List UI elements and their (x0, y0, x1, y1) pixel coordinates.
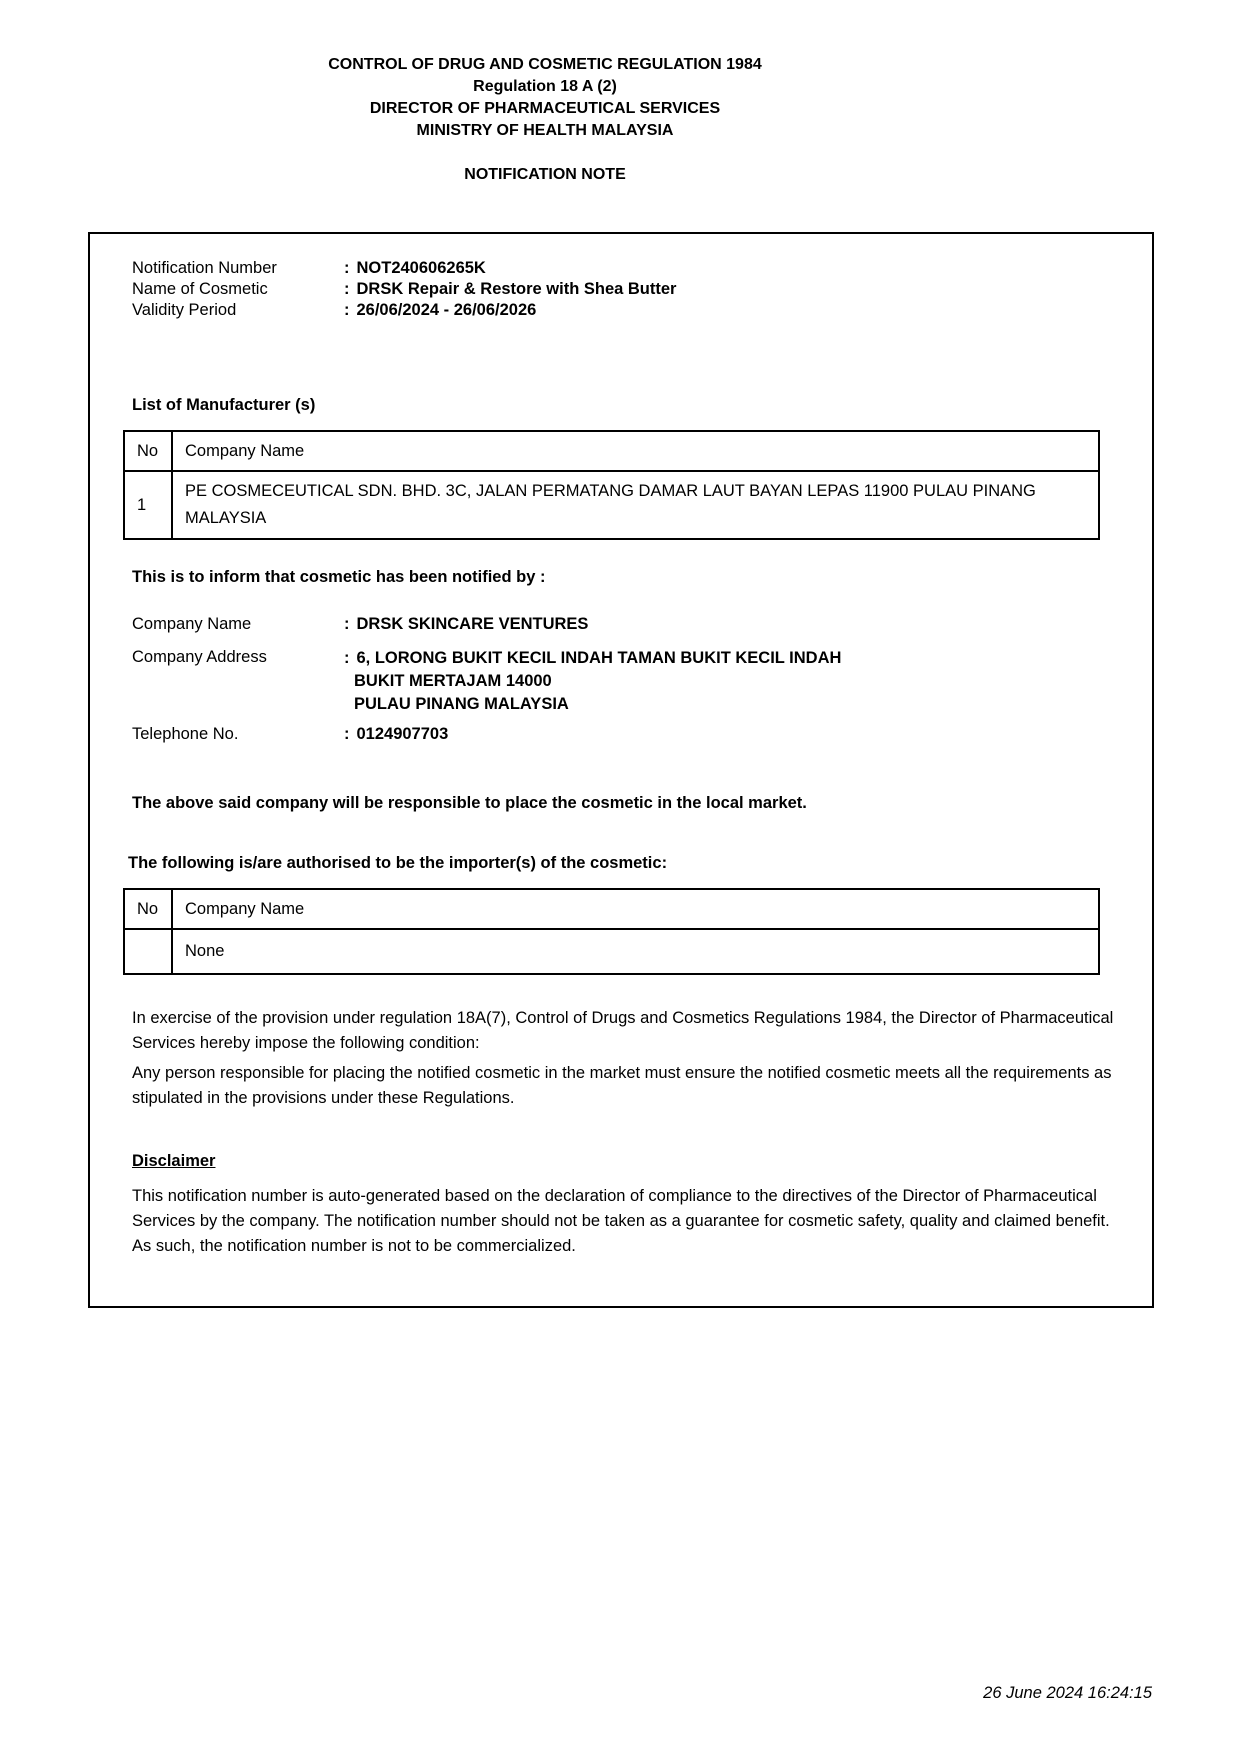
manufacturer-no: 1 (124, 471, 172, 539)
condition-paragraph-1: In exercise of the provision under regulation 18A(7), Control of Drugs and Cosmetics Regulations 1984, the Director of Pharmaceutical Services hereby impose the following condition: (132, 1009, 1114, 1052)
notification-fields (132, 258, 676, 321)
company-address-line-1 (344, 647, 841, 670)
colon: : (344, 615, 350, 633)
cosmetic-name-row (132, 279, 676, 300)
disclaimer-heading: Disclaimer (132, 1152, 216, 1170)
telephone-row (132, 724, 841, 745)
importer-heading: The following is/are authorised to be the importer(s) of the cosmetic: (128, 854, 668, 872)
manufacturers-heading: List of Manufacturer (s) (132, 396, 316, 414)
importers-col-company: Company Name (172, 889, 1099, 929)
letterhead-line-3: DIRECTOR OF PHARMACEUTICAL SERVICES (369, 100, 721, 117)
manufacturer-company: PE COSMECEUTICAL SDN. BHD. 3C, JALAN PERMATANG DAMAR LAUT BAYAN LEPAS 11900 PULAU PINANG MALAYSIA (172, 471, 1099, 539)
company-address-line-3: PULAU PINANG MALAYSIA (354, 695, 569, 713)
manufacturers-col-company: Company Name (172, 431, 1099, 471)
colon: : (344, 725, 350, 743)
table-row (124, 929, 1099, 974)
letterhead-line-4: MINISTRY OF HEALTH MALAYSIA (416, 122, 674, 139)
cosmetic-name-value (344, 279, 676, 300)
notified-by-heading: This is to inform that cosmetic has been notified by : (132, 568, 546, 586)
document-title: NOTIFICATION NOTE (464, 166, 626, 183)
colon: : (344, 280, 350, 298)
validity-period-row (132, 300, 676, 321)
company-address-row (132, 647, 841, 716)
company-name-value (344, 614, 588, 635)
company-address-text-1: 6, LORONG BUKIT KECIL INDAH TAMAN BUKIT KECIL INDAH (356, 649, 842, 667)
notification-number-row (132, 258, 676, 279)
cosmetic-name-text: DRSK Repair & Restore with Shea Butter (356, 280, 677, 298)
importers-table (123, 888, 1100, 975)
validity-period-text: 26/06/2024 - 26/06/2026 (356, 301, 537, 319)
company-name-text: DRSK SKINCARE VENTURES (356, 615, 589, 633)
responsibility-statement: The above said company will be responsible to place the cosmetic in the local market. (132, 794, 807, 812)
letterhead-line-2: Regulation 18 A (2) (473, 78, 617, 95)
manufacturers-table (123, 430, 1100, 540)
manufacturers-header-row (124, 431, 1099, 471)
disclaimer-text: This notification number is auto-generated based on the declaration of compliance to the directives of the Director of Pharmaceutical Services by the company. The notification number should not be taken as a guarantee for cosmetic safety, quality and claimed benefit. As such, the notification number is not to be commercialized. (132, 1187, 1110, 1255)
telephone-label: Telephone No. (132, 725, 239, 743)
notification-number-text: NOT240606265K (356, 259, 486, 277)
company-fields (132, 614, 841, 745)
letterhead (0, 54, 1090, 142)
validity-period-label: Validity Period (132, 301, 237, 319)
company-name-row (132, 614, 841, 635)
importers-header-row (124, 889, 1099, 929)
importer-company: None (172, 929, 1099, 974)
importer-no (124, 929, 172, 974)
generated-timestamp: 26 June 2024 16:24:15 (983, 1684, 1152, 1702)
colon: : (344, 259, 350, 277)
company-address-label: Company Address (132, 648, 267, 666)
cosmetic-name-label: Name of Cosmetic (132, 280, 268, 298)
colon: : (344, 301, 350, 319)
company-address-line-2: BUKIT MERTAJAM 14000 (354, 672, 552, 690)
notification-number-value (344, 258, 486, 279)
table-row (124, 471, 1099, 539)
manufacturers-col-no: No (124, 431, 172, 471)
importers-col-no: No (124, 889, 172, 929)
colon: : (344, 649, 350, 667)
telephone-text: 0124907703 (356, 725, 449, 743)
company-address-value (344, 647, 841, 716)
validity-period-value (344, 300, 536, 321)
notification-box (88, 232, 1154, 1308)
condition-paragraph-2: Any person responsible for placing the notified cosmetic in the market must ensure the notified cosmetic meets all the requirements as stipulated in the provisions under these Regulations. (132, 1064, 1112, 1107)
notification-number-label: Notification Number (132, 259, 277, 277)
company-name-label: Company Name (132, 615, 252, 633)
letterhead-line-1: CONTROL OF DRUG AND COSMETIC REGULATION 1984 (328, 56, 762, 73)
telephone-value (344, 724, 448, 745)
